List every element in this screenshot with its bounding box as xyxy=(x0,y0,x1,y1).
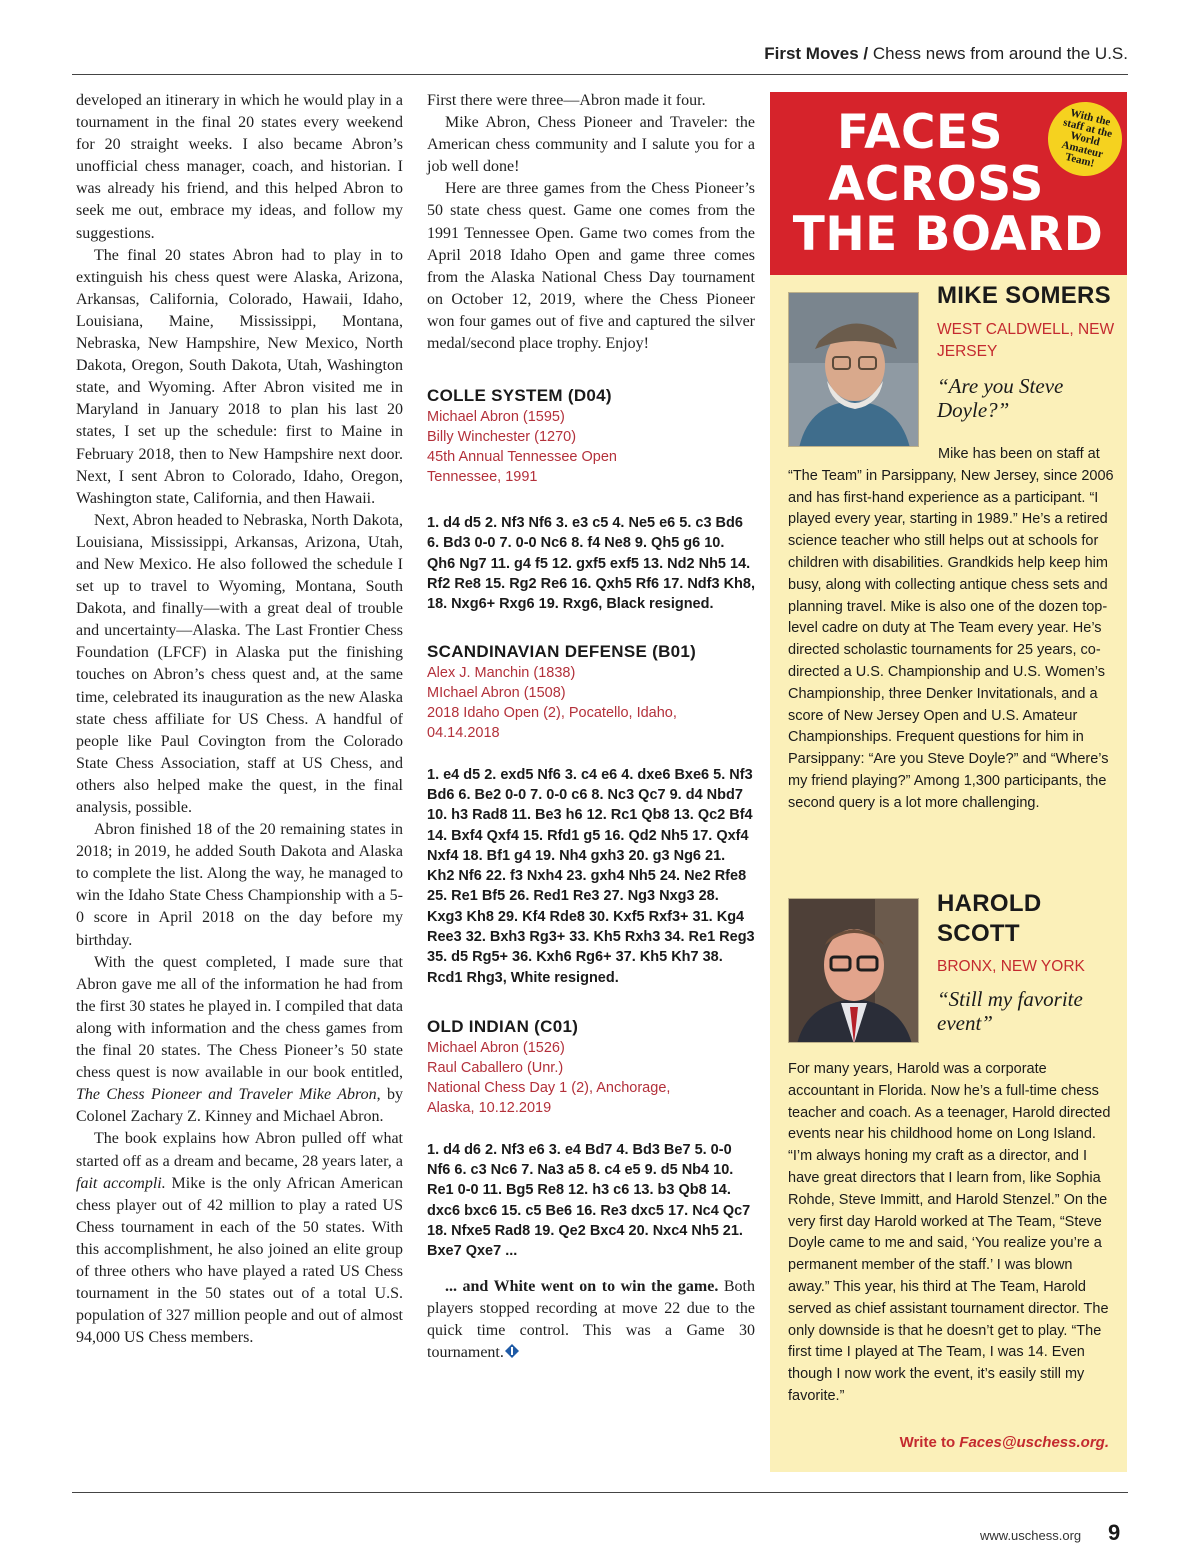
game-title: COLLE SYSTEM (D04) xyxy=(427,386,612,406)
game-moves: 1. e4 d5 2. exd5 Nf6 3. c4 e6 4. dxe6 Bxe6 5. Nf3 Bd6 6. Be2 0-0 7. 0-0 c6 8. Nc3 Qc7 9. d4 Nbd7 10. h3 Rad8 11. Be3 h6 12. Rc1 Qb8 13. Qc2 Bf4 14. Bxf4 Qxf4 15. Rfd1 g5 16. Qd2 Nh5 17. Qxf4 Nxf4 18. Bf1 g4 19. Nh4 gxh3 20. g3 Ng6 21. Kh2 Nf6 22. f3 Nxh4 23. gxh4 Nh5 24. Ne2 Rfe8 25. Re1 Bf5 26. Red1 Re3 27. Ng3 Nxg3 28. Kxg3 Kh8 29. Kf4 Rde8 30. Kxf5 Rxf3+ 31. Kg4 Ree3 32. Bxh3 Rg3+ 33. Kh5 Rxh3 34. Re1 Reg3 35. d5 Rg5+ 36. Kxh6 Rg6+ 37. Kh5 Kh7 38. Rcd1 Rhg3, White resigned. xyxy=(427,766,755,986)
banner-line: ACROSS xyxy=(828,157,1044,212)
uschess-end-icon xyxy=(504,1343,520,1359)
game-white: Michael Abron (1526) xyxy=(427,1039,565,1056)
profile-bio: For many years, Harold was a corporate accountant in Florida. Now he’s a full-time chess teacher and coach. As a teenager, Harold directed events near his childhood home on Long Island. “I’m always honing my craft as a director, and I have great directors that I learn from, like Sophia Rohde, Steve Immitt, and Harold Stenzel.” On the very first day Harold worked at The Team, “Steve Doyle came to me and said, ‘You realize you’re a permanent member of the staff.’ I was blown away.” This year, his third at The Team, Harold served as chief assistant tournament director. The only downside is that he doesn’t get to play. “The first time I played at The Team, I was 14. Even though I now work the event, it’s easily still my favorite.” xyxy=(788,1061,1111,1404)
game-2 xyxy=(427,641,755,988)
paragraph: The final 20 states Abron had to play in to extinguish his chess quest were Alaska, Arizona, Arkansas, California, Colorado, Hawaii, Idaho, Louisiana, Maine, Mississippi, Montana, Nebraska, New Hampshire, New Mexico, North Dakota, Oregon, South Dakota, Utah, Washington state, and Wyoming. After Abron visited me in Maryland in January 2018 to plan his last 20 states, I set up the schedule: first to Maine in February 2018, then to New Hampshire next door. Next, I sent Abron to Colorado, Idaho, Oregon, Washington state, California, and then Hawaii. xyxy=(76,246,403,507)
article-column-1 xyxy=(76,90,403,1349)
closing-paragraph xyxy=(427,1276,755,1364)
paragraph: developed an itinerary in which he would play in a tournament in the final 20 states every weekend for 20 straight weeks. I also became Abron’s unofficial chess manager, coach, and historian. I was already his friend, and this helped Abron to seek me out, embrace my ideas, and follow my suggestions. xyxy=(76,92,403,242)
game-moves: 1. d4 d5 2. Nf3 Nf6 3. e3 c5 4. Ne5 e6 5. c3 Bd6 6. Bd3 0-0 7. 0-0 Nc6 8. f4 Ne8 9. Qh5 g6 10. Qh6 Ng7 11. g4 f5 12. gxf5 exf5 13. Nd2 Nh5 14. Rf2 Re8 15. Rg2 Re6 16. Qxh5 Rf6 17. Ndf3 Kh8, 18. Nxg6+ Rxg6 19. Rxg6, Black resigned. xyxy=(427,515,755,613)
paragraph: Next, Abron headed to Nebraska, North Dakota, Louisiana, Mississippi, Arkansas, Arizona, Utah, and New Mexico. He also followed the schedule I set up to travel to Wyoming, Montana, South Dakota, and finally—with a great deal of trouble and uncertainty—Alaska. The Last Frontier Chess Foundation (LFCF) in Alaska put the finishing touches on Abron’s chess quest and, at the same time, celebrated its inauguration as the new Alaska state chess affiliate for US Chess. A handful of people like Paul Covington from the Colorado State Chess Association, staff at US Chess, and others also helped make the quest, in the final analysis, possible. xyxy=(76,511,403,816)
paragraph xyxy=(76,952,403,1129)
game-white: Michael Abron (1595) xyxy=(427,409,565,426)
paragraph-text: The book explains how Abron pulled off what started off as a dream and became, 28 years later, a xyxy=(76,1130,403,1170)
profile-name: MIKE SOMERS xyxy=(937,282,1111,309)
paragraph xyxy=(76,1128,403,1349)
scott-photo xyxy=(788,898,919,1043)
badge-text: With the staff at the World Amateur Team! xyxy=(1060,106,1114,170)
write-to-line xyxy=(900,1434,1109,1451)
book-title: The Chess Pioneer and Traveler Mike Abron xyxy=(76,1086,377,1104)
banner-line: FACES xyxy=(836,105,1004,160)
fait-accompli: fait accompli. xyxy=(76,1174,166,1192)
profile-location: WEST CALDWELL, NEW JERSEY xyxy=(937,321,1115,360)
profile-quote: “Still my favorite event” xyxy=(937,987,1083,1035)
banner-line: THE BOARD xyxy=(792,207,1104,262)
game-black: MIchael Abron (1508) xyxy=(427,684,566,701)
section-subtitle: Chess news from around the U.S. xyxy=(872,44,1128,63)
paragraph: First there were three—Abron made it four. xyxy=(427,92,706,109)
page-number: 9 xyxy=(1108,1520,1121,1545)
footer-url[interactable]: www.uschess.org xyxy=(980,1528,1082,1543)
footer-divider xyxy=(72,1492,1128,1493)
game-event: 2018 Idaho Open (2), Pocatello, Idaho, xyxy=(427,704,677,721)
game-event: National Chess Day 1 (2), Anchorage, xyxy=(427,1079,671,1096)
game-event: 45th Annual Tennessee Open xyxy=(427,449,618,466)
profile-bio: Mike has been on staff at “The Team” in Parsippany, New Jersey, since 2006 and has first-hand experience as a participant. “I played every year, starting in 1989.” He’s a retired science teacher who still helps out at schools for children with disabilities. Grandkids help keep him busy, along with collecting antique chess sets and planning travel. Mike is also one of the dozen top-level cadre on duty at The Team every year. He’s directed scholastic tournaments for 25 years, co-directed a U.S. Championship and U.S. Women’s Championship, three Denker Invitationals, and a score of New Jersey Open and U.S. Amateur Championships. Frequent questions for him in Parsippany: “Are you Steve Doyle?” and “Where’s my friend playing?” Among 1,300 participants, the second query is a lot more challenging. xyxy=(788,446,1114,811)
book-authors: , by Colonel Zachary Z. Kinney and Michael Abron. xyxy=(76,1086,404,1126)
game-black: Raul Caballero (Unr.) xyxy=(427,1059,564,1076)
paragraph-text: Mike is the only African American chess player out of 42 million to play a rated US Chess tournament in each of the 50 states. With this accomplishment, he also joined an elite group of three others who have played a rated US Chess tournament in the 50 states out of a total U.S. population of 327 million people and out of almost 94,000 US Chess members. xyxy=(76,1174,404,1347)
portrait-image xyxy=(789,899,919,1043)
write-prefix: Write to xyxy=(899,1434,960,1451)
closing-bold: ... and White went on to win the game. xyxy=(445,1277,719,1295)
email-link[interactable]: Faces@uschess.org. xyxy=(959,1434,1109,1451)
faces-banner xyxy=(770,92,1127,275)
running-header xyxy=(764,44,1128,64)
game-title: OLD INDIAN (C01) xyxy=(427,1016,579,1036)
paragraph: Mike Abron, Chess Pioneer and Traveler: the American chess community and I salute you for a job well done! xyxy=(427,114,755,176)
faces-sidebar xyxy=(770,92,1127,1472)
paragraph-text: With the quest completed, I made sure that Abron gave me all of the information he had from the first 30 states he played in. I compiled that data along with information and the chess games from the final 20 states. The Chess Pioneer’s 50 state chess quest is now available in our book entitled, xyxy=(76,953,403,1082)
article-column-2 xyxy=(427,90,755,1364)
game-black: Billy Winchester (1270) xyxy=(427,429,577,446)
game-location: Alaska, 10.12.2019 xyxy=(427,1099,552,1116)
profile-name: HAROLD SCOTT xyxy=(937,890,1042,947)
games-intro xyxy=(427,90,755,355)
header-divider xyxy=(72,74,1128,75)
game-white: Alex J. Manchin (1838) xyxy=(427,664,576,681)
somers-photo xyxy=(788,292,919,447)
profile-location: BRONX, NEW YORK xyxy=(937,958,1085,975)
paragraph: Here are three games from the Chess Pioneer’s 50 state chess quest. Game one comes from the 1991 Tennessee Open. Game two comes from the April 2018 Idaho Open and game three comes from the Alaska National Chess Day tournament on October 12, 2019, where the Chess Pioneer won four games out of five and captured the silver medal/second place trophy. Enjoy! xyxy=(427,180,755,353)
game-location: 04.14.2018 xyxy=(427,724,500,741)
section-name: First Moves / xyxy=(764,44,869,63)
paragraph: Abron finished 18 of the 20 remaining states in 2018; in 2019, he added South Dakota and Alaska to complete the list. Along the way, he managed to win the Idaho State Chess Championship with a 5-0 score in April 2018 on the day before my birthday. xyxy=(76,821,403,949)
game-title: SCANDINAVIAN DEFENSE (B01) xyxy=(427,641,697,661)
closing-text: Both players stopped recording at move 22 due to the quick time control. This was a Game 30 tournament. xyxy=(427,1277,755,1361)
portrait-image xyxy=(789,293,919,447)
game-3 xyxy=(427,1016,755,1262)
game-moves: 1. d4 d6 2. Nf3 e6 3. e4 Bd7 4. Bd3 Be7 5. 0-0 Nf6 6. c3 Nc6 7. Na3 a5 8. c4 e5 9. d5 Nb4 10. Re1 0-0 11. Bg5 Re8 12. h3 c6 13. b3 Qb8 14. dxc6 bxc6 15. c5 Be6 16. Re3 dxc5 17. Nc4 Qc7 18. Nfxe5 Rad8 19. Qe2 Bxc4 20. Nxc4 Nh5 21. Bxe7 Qxe7 ... xyxy=(427,1141,751,1260)
game-location: Tennessee, 1991 xyxy=(427,469,538,486)
profile-quote: “Are you Steve Doyle?” xyxy=(937,374,1064,422)
game-1 xyxy=(427,385,755,614)
